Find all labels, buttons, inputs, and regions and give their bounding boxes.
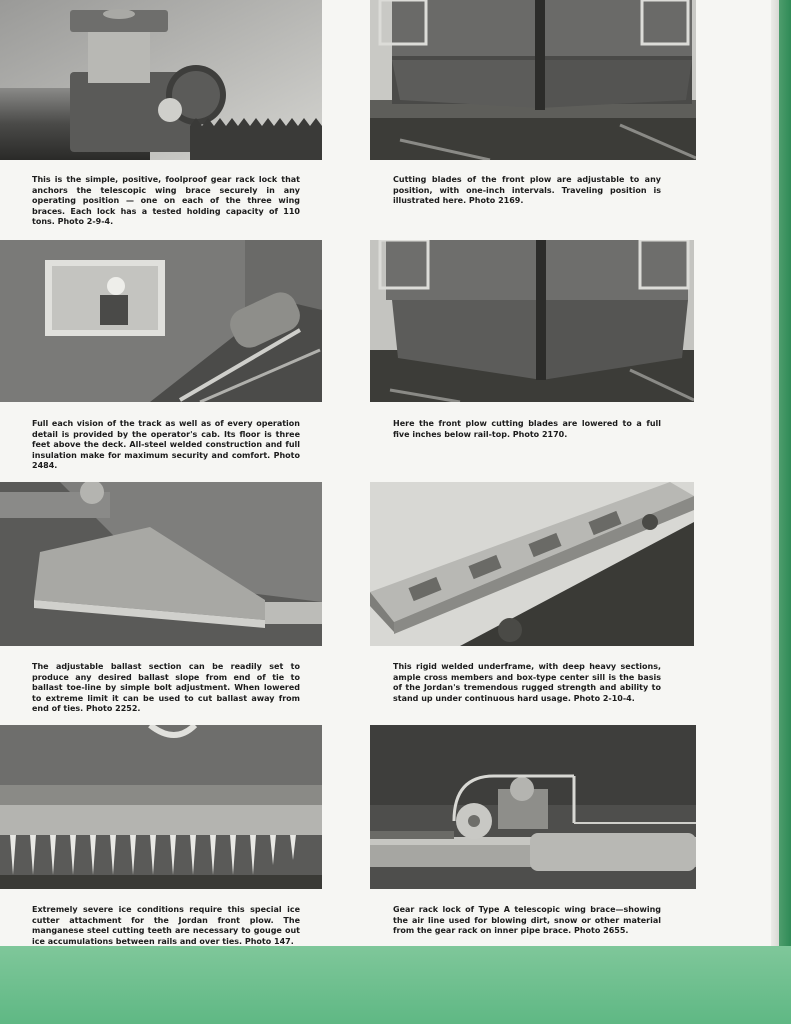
caption-gear-rack-lock: This is the simple, positive, foolproof gear rack lock that anchors the telescopic wing brace securely in any operating position — one on each of the three wing braces. Each lock has a tested holding capacity of 110 tons. Photo 2-9-4. (32, 175, 300, 226)
caption-plow-traveling: Cutting blades of the front plow are adjustable to any position, with one-inch intervals. Traveling position is illustrated here. Photo 2169. (393, 175, 661, 205)
photo-operators-cab (0, 240, 322, 402)
photo-welded-underframe (370, 482, 694, 646)
caption-gear-rack-type-a: Gear rack lock of Type A telescopic wing brace—showing the air line used for blowing dirt, snow or other material from the gear rack on inner pipe brace. Photo 2655. (393, 905, 661, 935)
caption-operators-cab: Full each vision of the track as well as of every operation detail is provided by the operator's cab. Its floor is three feet above the deck. All-steel welded construction and full insulation make for maximum security and comfort. Photo 2484. (32, 419, 300, 470)
photo-ice-cutter (0, 725, 322, 889)
caption-welded-underframe: This rigid welded underframe, with deep heavy sections, ample cross members and box-type center sill is the basis of the Jordan's tremendous rugged strength and ability to stand up under continuous hard usage. Photo 2-10-4. (393, 662, 661, 703)
caption-blades-lowered: Here the front plow cutting blades are lowered to a full five inches below rail-top. Photo 2170. (393, 419, 661, 439)
photo-plow-traveling-position (370, 0, 696, 160)
page-edge (771, 0, 779, 946)
photo-gear-rack-lock (0, 0, 322, 160)
photo-blades-lowered (370, 240, 694, 402)
photo-gear-rack-type-a (370, 725, 696, 889)
caption-ice-cutter: Extremely severe ice conditions require this special ice cutter attachment for the Jordan front plow. The manganese steel cutting teeth are necessary to gouge out ice accumulations between rails and over ties. Photo 147. (32, 905, 300, 946)
photo-ballast-section (0, 482, 322, 646)
caption-ballast-section: The adjustable ballast section can be readily set to produce any desired ballast slope from end of tie to ballast toe-line by simple bolt adjustment. When lowered to extreme limit it can be used to cut ballast away from end of ties. Photo 2252. (32, 662, 300, 713)
green-bottom-band (0, 946, 791, 1024)
green-spine (779, 0, 791, 1024)
